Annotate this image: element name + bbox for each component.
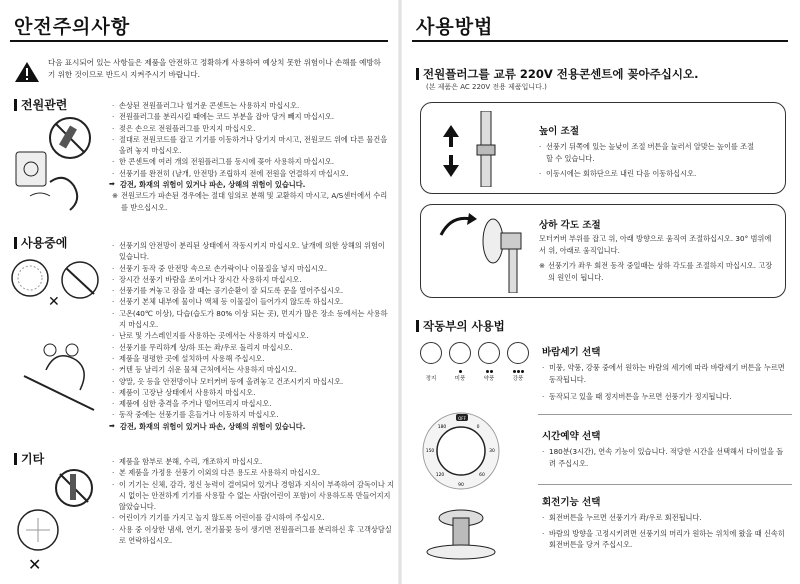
timer-item: · 180분(3시간), 연속 기능이 있습니다. 적당한 시간을 선택해서 다이얼을 돌려 주십시오.	[542, 446, 788, 469]
high-speed-button[interactable]	[507, 342, 529, 364]
dial-mark: 30	[489, 449, 495, 454]
title-rule	[10, 40, 388, 42]
medium-speed-button[interactable]	[478, 342, 500, 364]
power-item: · 한 콘센트에 여러 개의 전원플러그를 동시에 꽂아 사용하지 마십시오.	[112, 156, 394, 167]
angle-adjust-desc: 모터커버 부위를 잡고 위, 아래 방향으로 움직여 조절하십시오. 30° 범위에서 위, 아래로 움직입니다.	[539, 234, 772, 255]
usage-item: · 고온(40℃ 이상), 다습(습도가 80% 이상 되는 곳), 먼지가 많은 장소 등에서는 사용하지 마십시오.	[112, 308, 394, 331]
power-item: · 손상된 전원플러그나 헐거운 콘센트는 사용하지 마십시오.	[112, 100, 394, 111]
divider	[538, 484, 792, 485]
wind-text	[542, 362, 788, 403]
other-item: · 이 기기는 신체, 감각, 정신 능력이 결여되어 있거나 경험과 지식이 부족하여 감독이나 지시 없이는 안전하게 기기를 사용할 수 없는 사람(어린이 포함)이 사용하도록 만들어지지 않았습니다.	[112, 479, 394, 513]
angle-adjust-note: ※ 선풍기가 좌우 회전 동작 중일때는 상하 각도를 조절하지 마십시오. 고장의 원인이 됩니다.	[539, 260, 775, 283]
usage-item: · 선풍기 동작 중 안전망 속으로 손가락이나 이물질을 넣지 마십시오.	[112, 263, 394, 274]
dial-mark: 60	[479, 473, 485, 478]
height-adjust-box	[420, 102, 786, 194]
angle-adjust-text	[539, 233, 775, 283]
power-note: ※ 전원코드가 파손된 경우에는 절대 임의로 분해 및 교환하지 마시고, A/S센터에서 수리를 받으십시오.	[112, 190, 394, 213]
angle-adjust-title: 상하 각도 조절	[539, 220, 601, 231]
usage-item: · 제품을 평평한 곳에 설치하여 사용해 주십시오.	[112, 353, 394, 364]
svg-text:✕: ✕	[28, 555, 42, 574]
power-plug-illustration	[10, 112, 102, 216]
usage-item: · 장시간 선풍기 바람을 쏘이거나 장시간 사용하지 마십시오.	[112, 274, 394, 285]
usage-item: · 제품이 고장난 상태에서 사용하지 마십시오.	[112, 387, 394, 398]
section-heading-power: 전원관련	[14, 96, 67, 113]
usage-item: · 동작 중에는 선풍기를 흔들거나 이동하지 마십시오.	[112, 409, 394, 420]
usage-warning: ➡ 감전, 화재의 위험이 있거나 파손, 상해의 위험이 있습니다.	[112, 421, 394, 432]
dial-mark: 0	[476, 425, 480, 430]
rotation-knob[interactable]	[420, 508, 502, 568]
other-illustration	[10, 466, 102, 576]
timer-title: 시간예약 선택	[542, 431, 601, 442]
divider	[538, 414, 792, 415]
power-item: · 선풍기를 완전히 (날개, 안전망) 조립하지 전에 전원을 연결하지 마십시오.	[112, 168, 394, 179]
plug-heading: 전원플러그를 교류 220V 전용콘센트에 꽂아주십시오.	[416, 66, 698, 82]
rotation-item: · 바람의 방향을 고정시키려면 선풍기의 머리가 원하는 위치에 왔을 때 신속히 회전버튼을 당겨 주십시오.	[542, 528, 788, 551]
other-item: · 어린이가 기기를 가지고 놀지 않도록 어린이를 감시하여 주십시오.	[112, 512, 394, 523]
height-adjust-title: 높이 조절	[539, 126, 580, 137]
usage-illustration	[10, 250, 102, 420]
usage-item: · 난로 및 가스레인지를 사용하는 곳에서는 사용하지 마십시오.	[112, 330, 394, 341]
usage-item: · 선풍기를 무리하게 상/하 또는 좌/우로 돌리지 마십시오.	[112, 342, 394, 353]
plug-subtext: (본 제품은 AC 220V 전용 제품입니다.)	[426, 83, 547, 91]
high-speed-label: 강풍	[505, 370, 531, 382]
timer-dial[interactable]	[420, 410, 502, 492]
low-speed-label: 미풍	[447, 370, 473, 382]
page-title-right: 사용방법	[416, 16, 494, 38]
usage-item: · 선풍기를 켜놓고 잠을 잘 때는 공기순환이 잘 되도록 문을 열어주십시오.	[112, 285, 394, 296]
other-item: · 본 제품을 가정용 선풍기 이외의 다른 용도로 사용하지 마십시오.	[112, 467, 394, 478]
power-warning: ➡ 감전, 화재의 위험이 있거나 파손, 상해의 위험이 있습니다.	[112, 179, 394, 190]
page-title: 안전주의사항	[14, 16, 131, 38]
medium-speed-label: 약풍	[476, 370, 502, 382]
control-heading: 작동부의 사용법	[416, 318, 505, 334]
rotation-text	[542, 512, 788, 551]
dial-mark: 150	[425, 449, 435, 454]
wind-item: · 미풍, 약풍, 강풍 중에서 원하는 바람의 세기에 따라 바람세기 버튼을 누르면 동작됩니다.	[542, 362, 788, 385]
power-item: · 젖은 손으로 전원플러그를 만지지 마십시오.	[112, 123, 394, 134]
intro-text: 다음 표시되어 있는 사항들은 제품을 안전하고 정확하게 사용하여 예상치 못한 위험이나 손해를 예방하기 위한 것이므로 반드시 지켜주시기 바랍니다.	[48, 58, 381, 79]
wind-item: · 동작되고 있을 때 정지버튼을 누르면 선풍기가 정지됩니다.	[542, 391, 788, 403]
other-item: · 사용 중 이상한 냄새, 연기, 전기불꽃 등이 생기면 전원플러그를 분리하신 후 고객상담실로 연락하십시오.	[112, 524, 394, 547]
height-adjust-item: · 이동시에는 회하단으로 내린 다음 이동하십시오.	[539, 168, 759, 180]
angle-adjust-illustration	[435, 211, 531, 293]
stop-label: 정지	[425, 376, 437, 382]
usage-list	[112, 240, 394, 432]
section-heading-usage: 사용중에	[14, 234, 67, 251]
power-item: · 절대로 전원코드를 잡고 기기를 이동하거나 당기지 마시고, 전원코드 위에 다른 물건을 올려 놓지 마십시오.	[112, 134, 394, 157]
other-list	[112, 456, 394, 546]
power-list	[112, 100, 394, 213]
usage-item: · 선풍기 본체 내부에 물이나 액체 등 이물질이 들어가지 않도록 하십시오.	[112, 296, 394, 307]
rotation-item: · 회전버튼을 누르면 선풍기가 좌/우로 회전됩니다.	[542, 512, 788, 524]
speed-button-row	[418, 342, 536, 382]
dial-mark: 90	[458, 483, 464, 488]
stop-button[interactable]	[420, 342, 442, 364]
height-adjust-text	[539, 141, 759, 180]
svg-text:✕: ✕	[48, 294, 60, 310]
low-speed-button[interactable]	[449, 342, 471, 364]
other-item: · 제품을 함부로 분해, 수리, 개조하지 마십시오.	[112, 456, 394, 467]
dial-off-label: OFF	[458, 416, 466, 421]
usage-item: · 제품에 심한 충격을 주거나 떨어뜨리지 마십시오.	[112, 398, 394, 409]
wind-title: 바람세기 선택	[542, 347, 601, 358]
timer-text	[542, 446, 788, 469]
dial-mark: 180	[437, 425, 447, 430]
title-rule-right	[412, 40, 788, 42]
height-adjust-illustration	[435, 111, 525, 187]
warning-icon	[14, 61, 40, 83]
power-item: · 전원플러그를 분리시킬 때에는 코드 부분을 잡아 당겨 빼지 마십시오.	[112, 111, 394, 122]
dial-mark: 120	[435, 473, 445, 478]
usage-item: · 커텐 등 날리기 쉬운 물체 근처에서는 사용하지 마십시오.	[112, 364, 394, 375]
angle-adjust-box	[420, 204, 786, 298]
usage-item: · 선풍기의 안전망이 분리된 상태에서 작동시키지 마십시오. 날개에 의한 상해의 위험이 있습니다.	[112, 240, 394, 263]
section-heading-other: 기타	[14, 450, 44, 467]
right-page	[400, 0, 800, 584]
height-adjust-item: · 선풍기 뒤쪽에 있는 높낮이 조절 버튼을 눌러서 알맞는 높이를 조절할 수 있습니다.	[539, 141, 759, 164]
rotation-title: 회전기능 선택	[542, 497, 601, 508]
usage-item: · 양말, 옷 등을 안전망이나 모터커버 등에 올려놓고 건조시키지 마십시오.	[112, 376, 394, 387]
